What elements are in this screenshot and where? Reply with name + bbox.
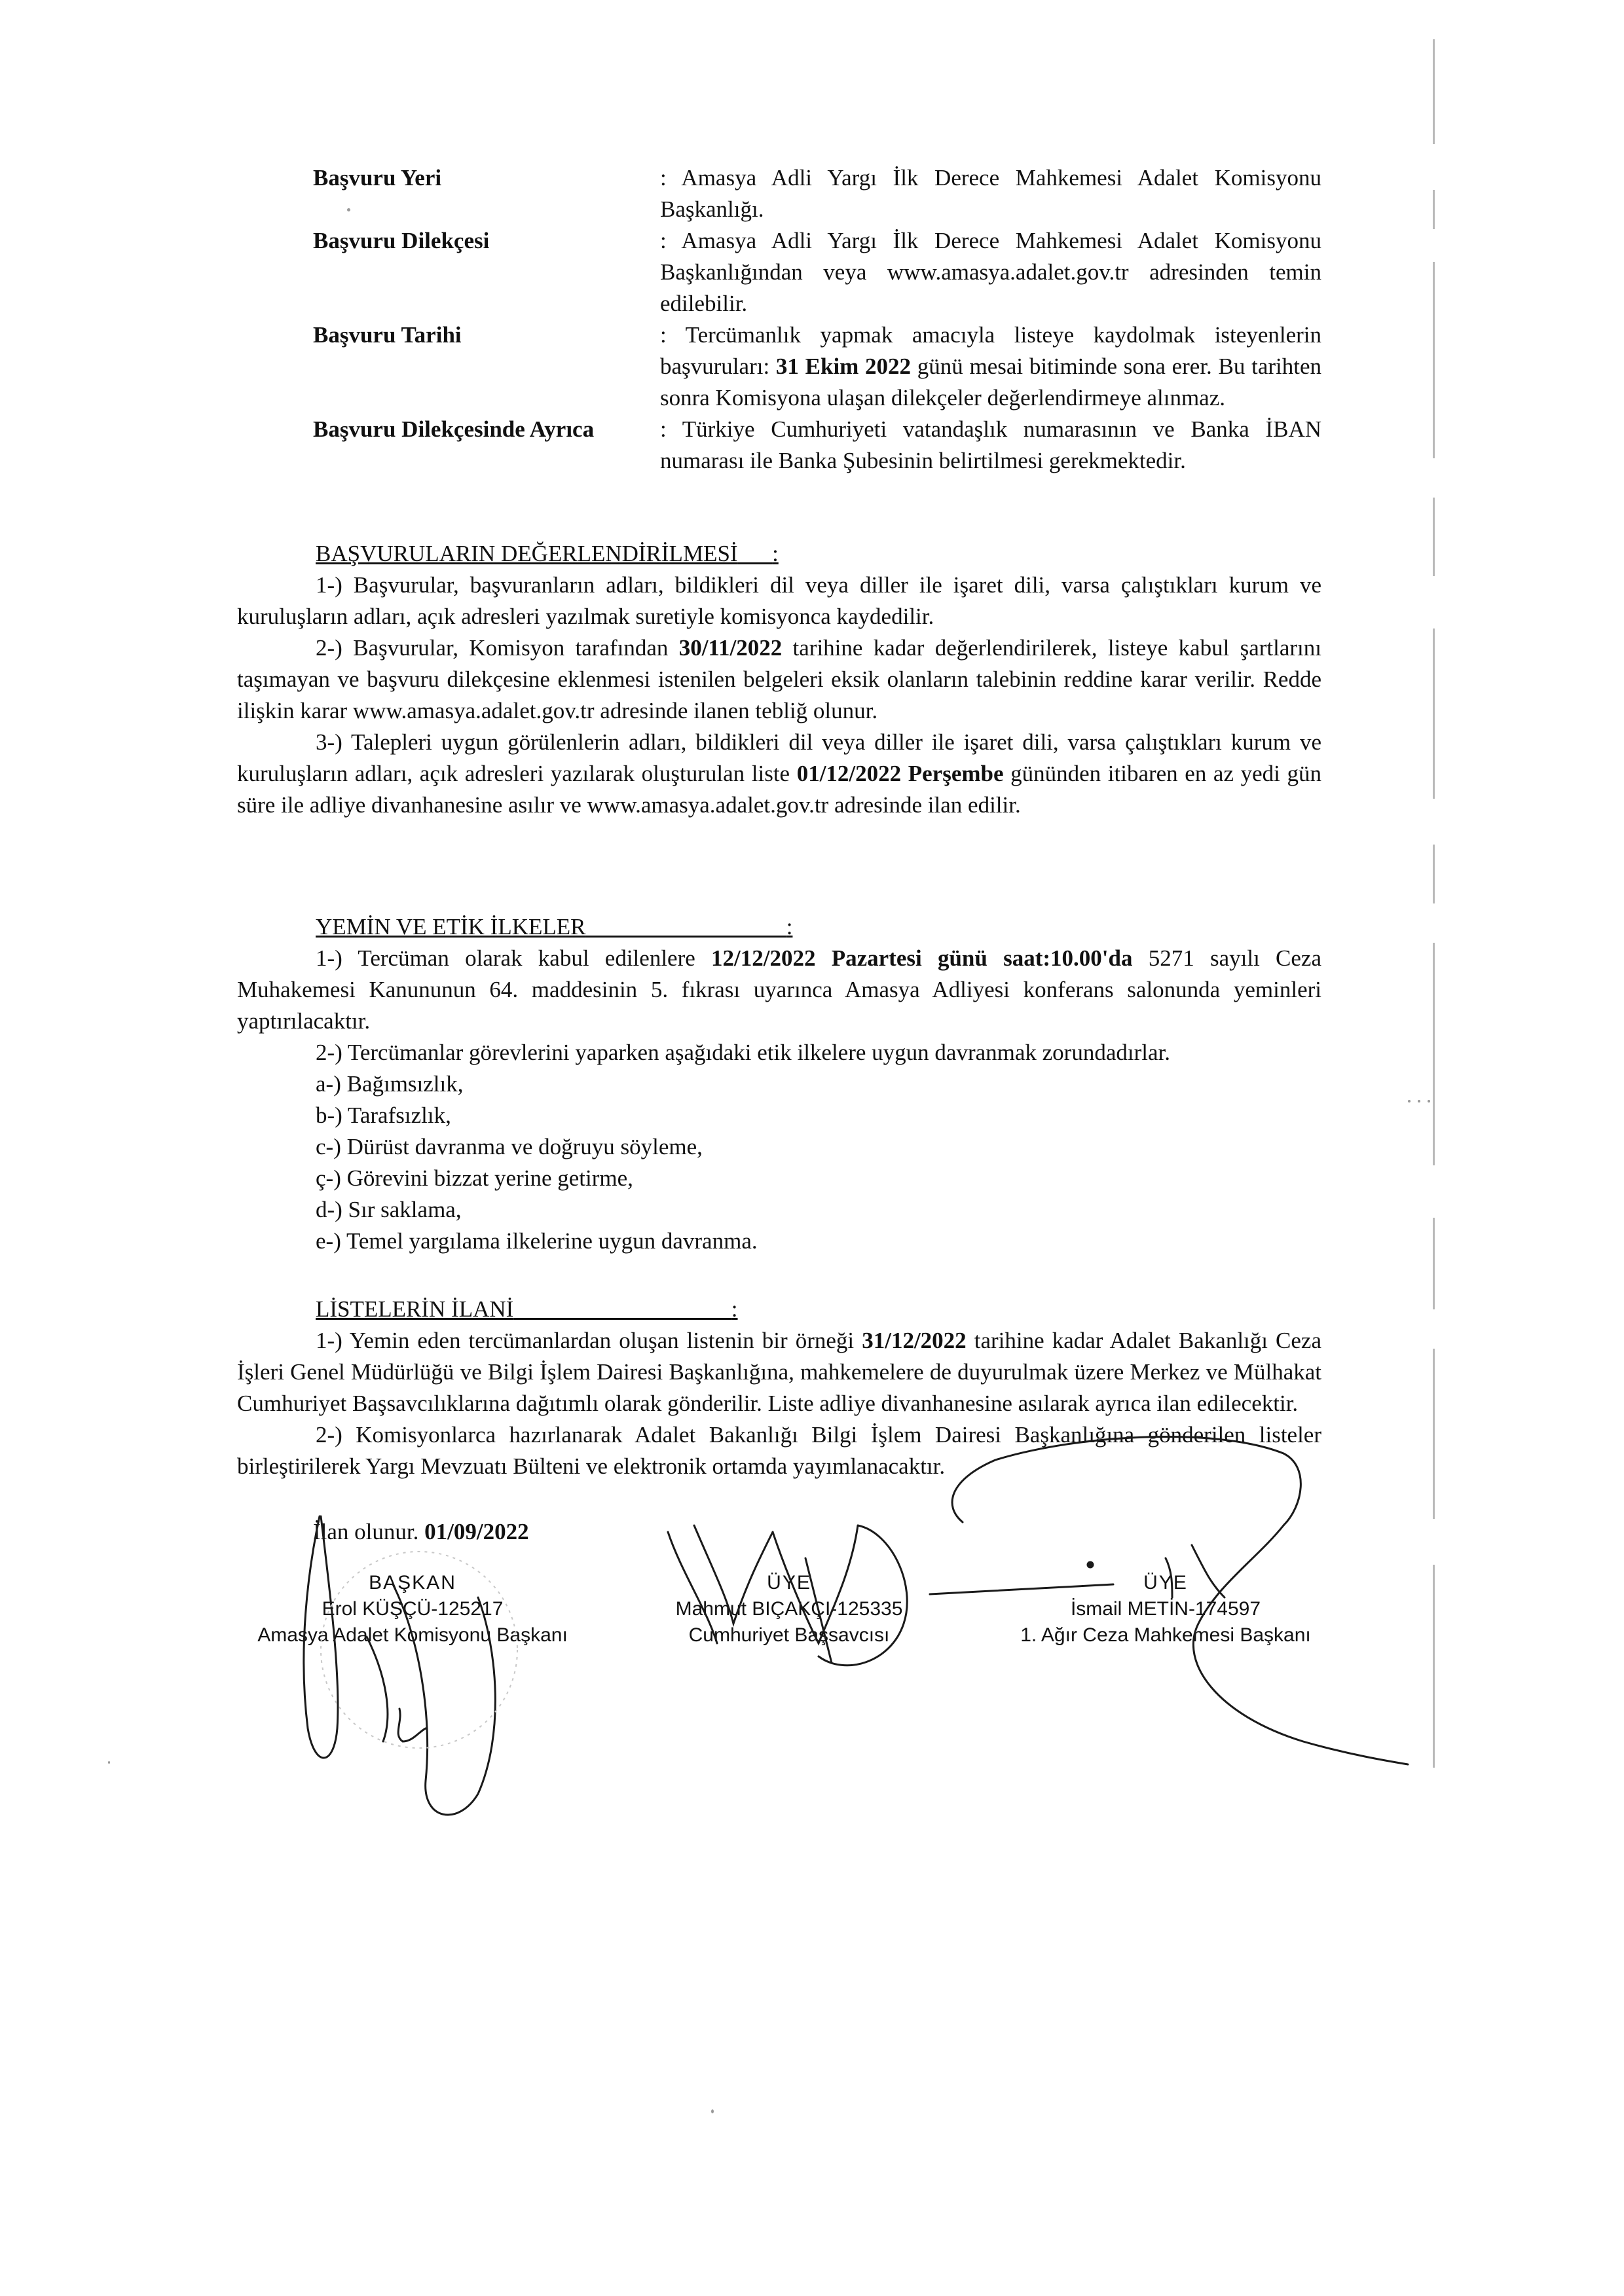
paragraph-text: 1-) Yemin eden tercümanlardan oluşan listenin bir örneği: [316, 1328, 862, 1353]
paragraph-text: tarihine kadar Adalet Bakanlığı Ceza İşleri Genel Müdürlüğü ve Bilgi İşlem Dairesi Başkanlığına, mahkemelere de duyurulmak üzere Merkez ve Mülhakat Cumhuriyet Başsavcılıklarına dağıtımlı olarak gönderilir. Liste adliye divanhanesine asılarak ayrıca ilan edilecektir.: [237, 1328, 1321, 1416]
oath-date: 12/12/2022 Pazartesi günü saat:10.00'da: [711, 945, 1133, 971]
paragraph-text: 5271 sayılı Ceza Muhakemesi Kanununun 64. maddesinin 5. fıkrası uyarınca Amasya Adliyesi konferans salonunda yeminleri yaptırılacaktır.: [237, 945, 1321, 1034]
section-heading-text: YEMİN VE ETİK İLKELER: [316, 914, 586, 939]
prosecutor-signature-strokes: [668, 1525, 907, 1666]
list-item: ç-) Görevini bizzat yerine getirme,: [316, 1165, 633, 1191]
signature-name: Erol KÜŞÇÜ-125217: [322, 1598, 504, 1620]
list-item: c-) Dürüst davranma ve doğruyu söyleme,: [316, 1134, 703, 1159]
signature-name: İsmail METİN-174597: [1070, 1598, 1261, 1620]
signature-title: Cumhuriyet Başsavcısı: [688, 1624, 890, 1646]
info-label: Başvuru Dilekçesinde Ayrıca: [313, 416, 595, 442]
faint-seal: [321, 1552, 517, 1748]
paragraph-text: 1-) Tercüman olarak kabul edilenlere: [316, 945, 712, 971]
evaluation-date: 30/11/2022: [678, 635, 783, 661]
judge-signature-strokes: [930, 1437, 1408, 1764]
list-publication-date: 01/12/2022 Perşembe: [796, 761, 1004, 786]
section-heading-colon: :: [786, 914, 793, 939]
info-value: : Amasya Adli Yargı İlk Derece Mahkemesi Adalet Komisyonu Başkanlığından veya www.amasya.adalet.gov.tr adresinden temin edilebilir.: [660, 228, 1321, 316]
info-value: : Amasya Adli Yargı İlk Derece Mahkemesi Adalet Komisyonu Başkanlığı.: [660, 165, 1321, 222]
signature-role: ÜYE: [1143, 1572, 1188, 1594]
info-value-text: : Tercümanlık yapmak amacıyla listeye kaydolmak isteyenlerin başvuruları:: [660, 322, 1321, 379]
list-item: b-) Tarafsızlık,: [316, 1102, 451, 1128]
paragraph-text: gününden itibaren en az yedi gün süre ile adliye divanhanesine asılır ve www.amasya.adalet.gov.tr adresinde ilan edilir.: [237, 761, 1321, 818]
info-label: Başvuru Tarihi: [313, 322, 462, 348]
list-item: d-) Sır saklama,: [316, 1197, 462, 1222]
deadline-date: 31 Ekim 2022: [775, 354, 912, 379]
paragraph-text: 3-) Talepleri uygun görülenlerin adları, bildikleri dil veya diller ile işaret dili, varsa çalıştıkları kurum ve kuruluşların adları, açık adresleri yazılarak oluşturulan liste: [237, 729, 1321, 786]
section-heading-colon: :: [772, 541, 779, 566]
info-value: : Türkiye Cumhuriyeti vatandaşlık numarasının ve Banka İBAN numarası ile Banka Şubesinin belirtilmesi gerekmektedir.: [660, 416, 1321, 473]
info-value-text: günü mesai bitiminde sona erer. Bu tarihten sonra Komisyona ulaşan dilekçeler değerlendirmeye alınmaz.: [660, 354, 1321, 410]
section-heading-text: LİSTELERİN İLANİ: [316, 1296, 514, 1322]
announcement-date-value: 01/09/2022: [424, 1519, 529, 1544]
section-heading-text: BAŞVURULARIN DEĞERLENDİRİLMESİ: [316, 541, 738, 566]
signature-role: ÜYE: [767, 1572, 811, 1594]
paragraph-text: 2-) Başvurular, Komisyon tarafından: [316, 635, 679, 661]
list-item: a-) Bağımsızlık,: [316, 1071, 464, 1097]
list-item: e-) Temel yargılama ilkelerine uygun davranma.: [316, 1228, 758, 1254]
signature-role: BAŞKAN: [369, 1572, 456, 1594]
paragraph: 2-) Komisyonlarca hazırlanarak Adalet Bakanlığı Bilgi İşlem Dairesi Başkanlığına gönderilen listeler birleştirilerek Yargı Mevzuatı Bülteni ve elektronik ortamda yayımlanacaktır.: [237, 1422, 1321, 1479]
paragraph-text: tarihine kadar değerlendirilerek, listeye kabul şartlarını taşımayan ve başvuru dilekçesine eklenmesi istenilen belgeleri eksik olanların talebinin reddine karar verilir. Redde ilişkin karar www.amasya.adalet.gov.tr adresinde ilanen tebliğ olunur.: [237, 635, 1322, 723]
signature-title: Amasya Adalet Komisyonu Başkanı: [257, 1624, 568, 1646]
signature-title: 1. Ağır Ceza Mahkemesi Başkanı: [1020, 1624, 1311, 1646]
chairman-signature-strokes: [304, 1516, 496, 1815]
paragraph: 2-) Tercümanlar görevlerini yaparken aşağıdaki etik ilkelere uygun davranmak zorundadırlar.: [316, 1040, 1170, 1065]
info-label: Başvuru Yeri: [313, 165, 442, 191]
section-heading-colon: :: [731, 1296, 738, 1322]
list-dispatch-date: 31/12/2022: [862, 1328, 967, 1353]
paragraph: 1-) Başvurular, başvuranların adları, bildikleri dil veya diller ile işaret dili, varsa çalıştıkları kurum ve kuruluşların adları, açık adresleri yazılmak suretiyle komisyonca kaydedilir.: [237, 572, 1321, 629]
signature-name: Mahmut BIÇAKÇI-125335: [675, 1598, 903, 1620]
announcement-prefix: İlan olunur.: [313, 1519, 419, 1544]
info-label: Başvuru Dilekçesi: [313, 228, 490, 253]
